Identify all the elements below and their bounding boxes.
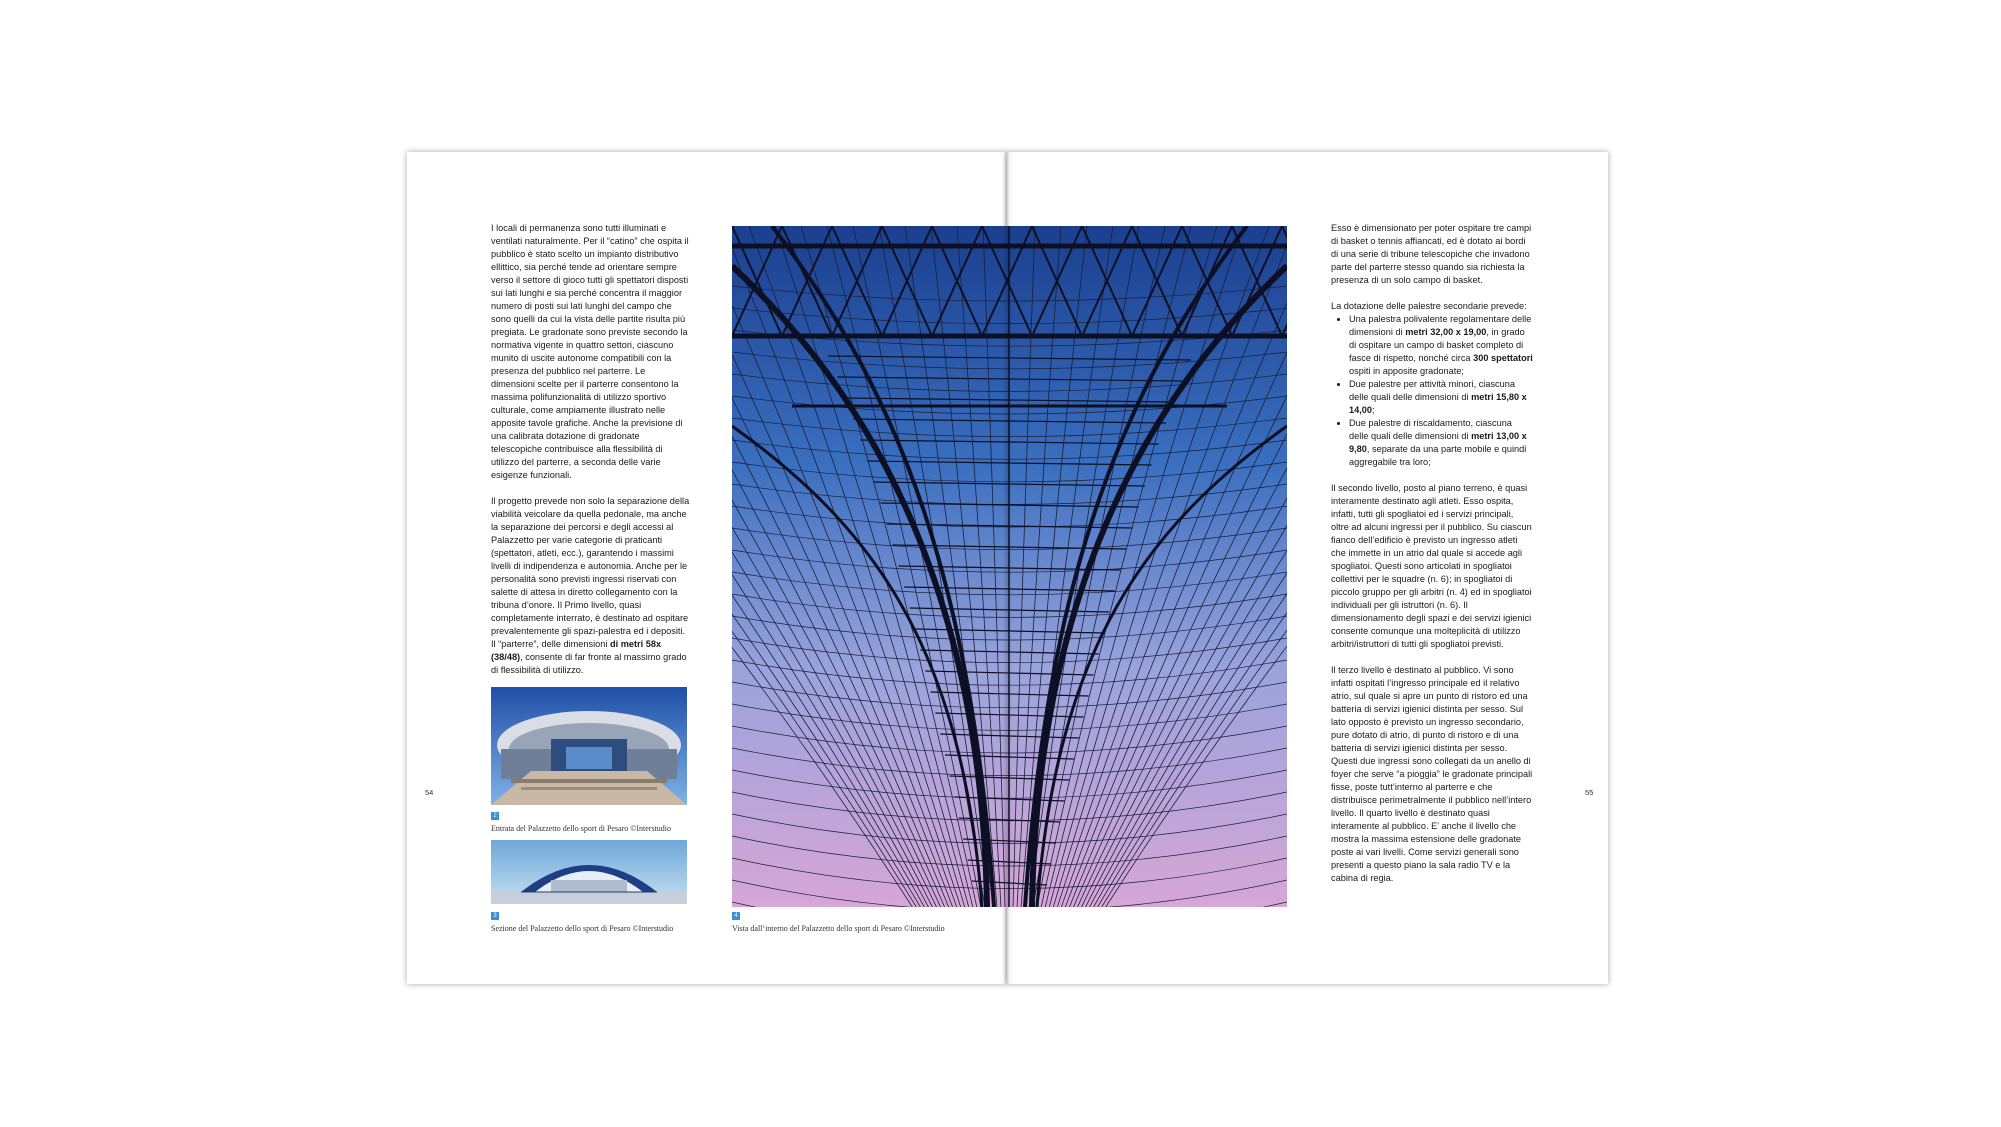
gym-list-item-text: ; — [1372, 405, 1375, 415]
figure-4-badge: 4 — [732, 912, 740, 920]
gym-list-item-text: Due palestre per attività minori, ciascuna delle quali delle dimensioni di — [1349, 379, 1515, 402]
right-paragraph-4: Il terzo livello è destinato al pubblico. Vi sono infatti ospitati l’ingresso principale ed il relativo atrio, sul quale si apre un punto di ristoro ed una batteria di servizi igienici distinta per sesso. Sul lato opposto è previsto un ingresso secondario, pure dotato di atrio, di punto di ristoro e di una batteria di servizi igienici distinta per sesso. Questi due ingressi sono collegati da un anello di foyer che serve “a pioggia” le gradonate principali fisse, poste tutt’interno al parterre e che distribuisce perimetralmente il pubblico nell’intero livello. Il quarto livello è destinato quasi interamente al pubblico. E’ anche il livello che mostra la massima estensione delle gradonate poste ai vari livelli. Come servizi generali sono presenti a questo piano la sala radio TV e la cabina di regia. — [1331, 665, 1533, 883]
gym-list-item — [1349, 313, 1533, 378]
left-text-column — [491, 222, 691, 690]
left-paragraph-2-bold: di metri 58x (38/48) — [491, 639, 662, 662]
right-text-column — [1331, 222, 1533, 898]
figure-3-badge: 3 — [491, 912, 499, 920]
section-drawing — [491, 840, 687, 904]
gym-list-item-text: , in grado di ospitare un campo di basket completo di fasce di rispetto, nonché circa — [1349, 327, 1525, 363]
gym-list-item — [1349, 378, 1533, 417]
gym-list-item-text: Due palestre di riscaldamento, ciascuna delle quali delle dimensioni di — [1349, 418, 1512, 441]
magazine-spread — [407, 152, 1608, 984]
left-paragraph-1: I locali di permanenza sono tutti illuminati e ventilati naturalmente. Per il “catino” che ospita il pubblico è stato scelto un impianto distributivo ellittico, sia perché tende ad orientare sempre verso il settore di gioco tutti gli spettatori disposti sui lati lunghi e sia perché concentra il maggior numero di posti sui lati lunghi del campo che sono quelli da cui la vista delle partite risulta più pregiata. Le gradonate sono previste secondo la normativa vigente in quattro settori, ciascuno munito di uscite autonome compatibili con la presenza del pubblico nel parterre. Le dimensioni scelte per il parterre consentono la massima polifunzionalità di utilizzo sportivo culturale, come ampiamente illustrato nelle apposite tavole grafiche. Anche la previsione di una calibrata dotazione di gradonate telescopiche contribuisce alla flessibilità di utilizzo del parterre, a seconda delle varie esigenze funzionali. — [491, 223, 689, 480]
gym-list-item-bold: metri 13,00 x 9,80 — [1349, 431, 1527, 454]
gym-list-item-bold: metri 32,00 x 19,00 — [1405, 327, 1487, 337]
gym-list-item-text: ospiti in apposite gradonate; — [1349, 366, 1464, 376]
left-paragraph-2-end: , consente di far fronte al massimo grado di flessibilità di utilizzo. — [491, 652, 687, 675]
gym-list-item-bold: metri 15,80 x 14,00 — [1349, 392, 1527, 415]
gym-list-item-bold: 300 spettatori — [1473, 353, 1533, 363]
figure-3-caption: Sezione del Palazzetto dello sport di Pesaro ©Interstudio — [491, 924, 674, 933]
spine-shadow — [1003, 152, 1013, 984]
left-paragraph-2 — [491, 495, 691, 677]
gym-list-item-text: Una palestra polivalente regolamentare delle dimensioni di — [1349, 314, 1532, 337]
left-paragraph-2-text: Il progetto prevede non solo la separazione della viabilità veicolare da quella pedonale, ma anche la separazione dei percorsi e degli accessi al Palazzetto per varie categorie di praticanti (spettatori, atleti, ecc.), garantendo i massimi livelli di indipendenza e autonomia. Anche per le personalità sono previsti ingressi riservati con salette di attesa in diretto collegamento con la tribuna d’onore. Il Primo livello, quasi completamente interrato, è destinato ad ospitare prevalentemente gli spazi-palestra ed i depositi. Il “parterre”, delle dimensioni — [491, 496, 690, 649]
right-paragraph-1: Esso è dimensionato per poter ospitare tre campi di basket o tennis affiancati, ed è dotato ai bordi di una serie di tribune telescopiche che invadono parte del parterre stesso quando sia richiesta la presenza di un solo campo di basket. — [1331, 223, 1532, 285]
gym-list-item-text: , separate da una parte mobile e quindi aggregabile tra loro; — [1349, 444, 1527, 467]
gym-list-item — [1349, 417, 1533, 469]
right-paragraph-3: Il secondo livello, posto al piano terreno, è quasi interamente destinato agli atleti. Esso ospita, infatti, tutti gli spogliatoi ed i servizi principali, oltre ad alcuni ingressi per il pubblico. Su ciascun fianco dell’edificio è previsto un ingresso atleti che immette in un atrio dal quale si accede agli spogliatoi. Questi sono articolati in spogliatoi collettivi per le squadre (n. 6); in spogliatoi di piccolo gruppo per gli arbitri (n. 4) ed in spogliatoi individuali per gli istruttori (n. 6). Il dimensionamento degli spazi e dei servizi igienici consente comunque una molteplicità di utilizzo arbitri/istruttori di tutti gli spogliatoi previsti. — [1331, 483, 1532, 649]
entrance-photo — [491, 687, 687, 805]
left-page-number: 54 — [425, 788, 434, 797]
figure-4-caption: Vista dall’interno del Palazzetto dello sport di Pesaro ©Interstudio — [732, 924, 945, 933]
right-page-number: 55 — [1585, 788, 1594, 797]
figure-2-badge: 2 — [491, 812, 499, 820]
right-paragraph-2-intro: La dotazione delle palestre secondarie prevede: — [1331, 301, 1527, 311]
figure-2-caption: Entrata del Palazzetto dello sport di Pesaro ©Interstudio — [491, 824, 672, 833]
gym-list — [1331, 313, 1533, 469]
